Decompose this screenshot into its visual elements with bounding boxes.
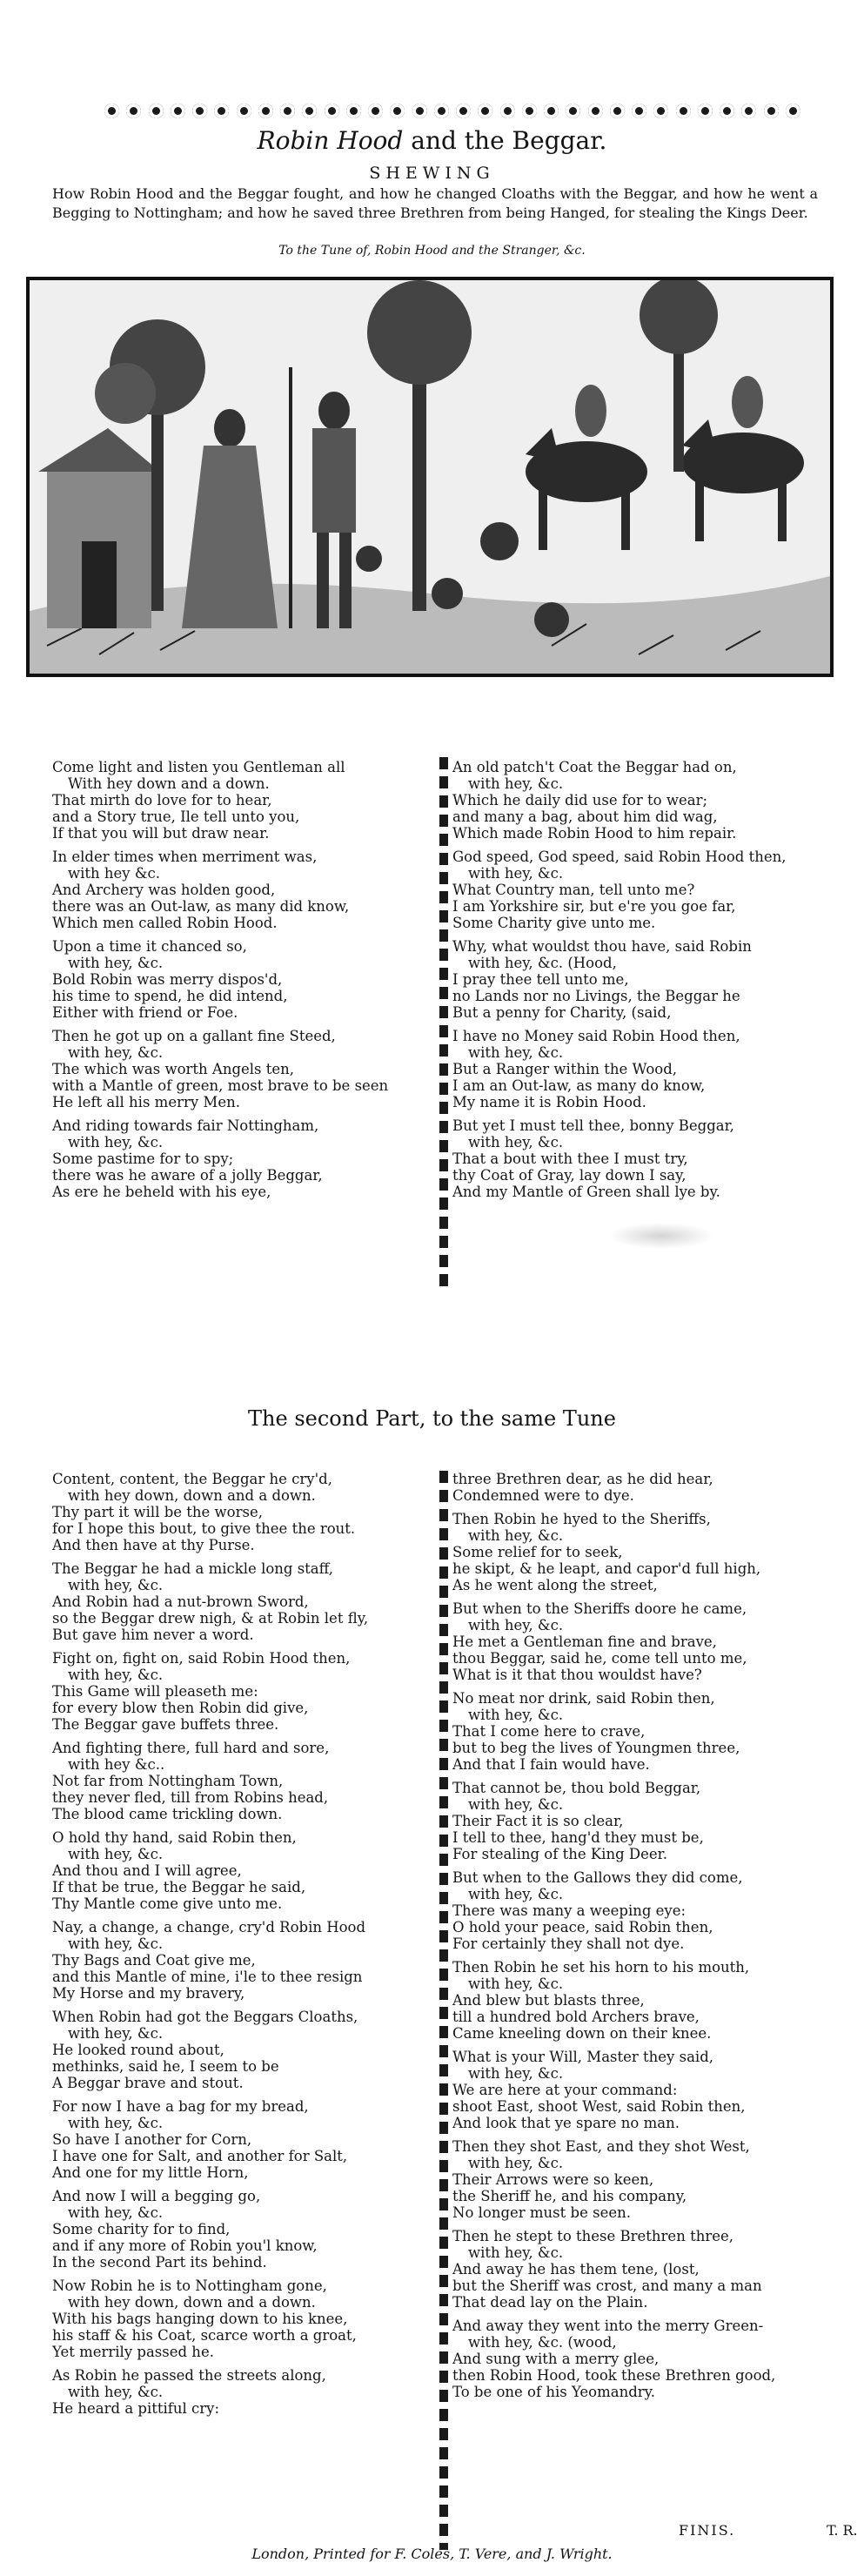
- verse-line: And Archery was holden good,: [52, 882, 276, 898]
- ballad-title: [0, 126, 864, 155]
- verse-line: with hey &c..: [68, 1756, 165, 1773]
- verse-line: but the Sheriff was crost, and many a man: [452, 2277, 762, 2294]
- column-divider-part1: [439, 757, 448, 1288]
- verse-line: With his bags hanging down to his knee,: [52, 2311, 348, 2327]
- verse-line: with hey, &c.: [68, 2115, 164, 2131]
- woodcut-svg: [30, 280, 830, 674]
- stanza-gap: [452, 2311, 835, 2318]
- verse-line: I am Yorkshire sir, but e're you goe far,: [452, 898, 736, 915]
- stanza-gap: [452, 931, 835, 938]
- verse-line: Which he daily did use for to wear;: [452, 792, 708, 808]
- column-divider-part2: [439, 1471, 448, 2550]
- verse-line: Condemned were to dye.: [452, 1487, 634, 1504]
- verse-line: thou Beggar, said he, come tell unto me,: [452, 1650, 747, 1667]
- verse-line: shoot East, shoot West, said Robin then,: [452, 2098, 746, 2115]
- verse-line: And thou and I will agree,: [52, 1862, 242, 1879]
- verse-line: And away they went into the merry Green-: [452, 2318, 764, 2334]
- verse-line: Some Charity give unto me.: [452, 915, 656, 931]
- verse-line: If that be true, the Beggar he said,: [52, 1879, 306, 1895]
- verse-line: he skipt, & he leapt, and capor'd full high,: [452, 1560, 761, 1577]
- verse-line: So have I another for Corn,: [52, 2131, 252, 2148]
- verse-line: with hey, &c. (wood,: [468, 2334, 617, 2351]
- verse-line: There was many a weeping eye:: [452, 1902, 687, 1919]
- verse-line: with hey, &c.: [468, 865, 564, 882]
- verse-line: they never fled, till from Robins head,: [52, 1789, 329, 1806]
- verse-line: no Lands nor no Livings, the Beggar he: [452, 988, 740, 1004]
- verse-line: And one for my little Horn,: [52, 2164, 249, 2181]
- verse-line: For stealing of the King Deer.: [452, 1846, 667, 1862]
- verse-line: As Robin he passed the streets along,: [52, 2367, 326, 2384]
- stanza-gap: [452, 1504, 835, 1511]
- verse-line: and a Story true, Ile tell unto you,: [52, 808, 300, 825]
- verse-line: And look that ye spare no man.: [452, 2115, 680, 2131]
- verse-line: In the second Part its behind.: [52, 2254, 267, 2271]
- verse-line: What Country man, tell unto me?: [452, 882, 695, 898]
- verse-line: Nay, a change, a change, cry'd Robin Hood: [52, 1919, 366, 1935]
- stanza-gap: [52, 2271, 435, 2277]
- verse-line: with hey, &c.: [68, 1044, 164, 1061]
- stanza-gap: [52, 2181, 435, 2188]
- verse-line: with hey, &c.: [68, 1846, 164, 1862]
- part2-left-column: [52, 1471, 435, 2417]
- verse-line: I am an Out-law, as many do know,: [452, 1077, 706, 1094]
- verse-line: If that you will but draw near.: [52, 825, 270, 842]
- stanza-gap: [452, 1021, 835, 1028]
- verse-line: till a hundred bold Archers brave,: [452, 2009, 700, 2025]
- verse-line: with hey, &c.: [468, 1796, 564, 1813]
- stanza-gap: [52, 2360, 435, 2367]
- stanza-gap: [452, 1593, 835, 1600]
- part2-right-column: [452, 1471, 835, 2400]
- verse-line: with hey, &c.: [468, 2155, 564, 2171]
- verse-line: Come light and listen you Gentleman all: [52, 759, 345, 775]
- verse-line: I pray thee tell unto me,: [452, 971, 629, 988]
- verse-line: And my Mantle of Green shall lye by.: [452, 1184, 720, 1200]
- stanza-gap: [52, 931, 435, 938]
- finis-label: FINIS.: [679, 2522, 736, 2539]
- verse-line: Which men called Robin Hood.: [52, 915, 278, 931]
- verse-line: As ere he beheld with his eye,: [52, 1184, 271, 1200]
- verse-line: with hey, &c.: [68, 2204, 164, 2221]
- verse-line: What is your Will, Master they said,: [452, 2049, 713, 2065]
- stanza-gap: [52, 1912, 435, 1919]
- verse-line: I tell to thee, hang'd they must be,: [452, 1829, 704, 1846]
- verse-line: The which was worth Angels ten,: [52, 1061, 295, 1077]
- verse-line: with hey, &c.: [468, 1886, 564, 1902]
- verse-line: No meat nor drink, said Robin then,: [452, 1690, 715, 1707]
- shewing-heading: SHEWING: [369, 164, 495, 183]
- verse-line: with hey down, down and a down.: [68, 1487, 316, 1504]
- verse-line: That dead lay on the Plain.: [452, 2294, 648, 2311]
- verse-line: with hey, &c.: [68, 955, 164, 971]
- verse-line: with hey, &c.: [468, 1707, 564, 1723]
- verse-line: with hey, &c.: [68, 1935, 164, 1952]
- verse-line: with hey, &c.: [68, 2025, 164, 2042]
- verse-line: But when to the Gallows they did come,: [452, 1869, 743, 1886]
- verse-line: And blew but blasts three,: [452, 1992, 645, 2009]
- verse-line: Came kneeling down on their knee.: [452, 2025, 712, 2042]
- printer-initials: T. R.: [827, 2522, 858, 2539]
- verse-line: with hey, &c.: [68, 1134, 164, 1150]
- verse-line: Bold Robin was merry dispos'd,: [52, 971, 283, 988]
- verse-line: But gave him never a word.: [52, 1627, 254, 1643]
- verse-line: Why, what wouldst thou have, said Robin: [452, 938, 752, 955]
- verse-line: He looked round about,: [52, 2042, 224, 2058]
- verse-line: so the Beggar drew nigh, & at Robin let fly,: [52, 1610, 369, 1627]
- verse-line: To be one of his Yeomandry.: [452, 2384, 656, 2400]
- verse-line: and many a bag, about him did wag,: [452, 808, 718, 825]
- verse-line: And that I fain would have.: [452, 1756, 650, 1773]
- verse-line: with hey down, down and a down.: [68, 2294, 316, 2311]
- stanza-gap: [52, 2091, 435, 2098]
- verse-line: Some charity for to find,: [52, 2221, 231, 2237]
- verse-line: This Game will pleaseth me:: [52, 1683, 258, 1700]
- verse-line: When Robin had got the Beggars Cloaths,: [52, 2009, 358, 2025]
- ballad-subtitle: How Robin Hood and the Beggar fought, and how he changed Cloaths with the Beggar, and how he went a Begging to Nottingham; and how he saved three Brethren from being Hanged, for stealing the Kings Deer.: [52, 185, 818, 221]
- verse-line: there was an Out-law, as many did know,: [52, 898, 350, 915]
- verse-line: And now I will a begging go,: [52, 2188, 261, 2204]
- verse-line: with hey, &c.: [68, 1577, 164, 1593]
- stanza-gap: [452, 1952, 835, 1959]
- verse-line: Some relief for to seek,: [452, 1544, 623, 1560]
- verse-line: And sung with a merry glee,: [452, 2351, 660, 2367]
- verse-line: with hey, &c.: [468, 2065, 564, 2082]
- part1-right-column: [452, 759, 835, 1200]
- title-rest: and the Beggar.: [403, 126, 607, 155]
- stanza-gap: [52, 1643, 435, 1650]
- paper-stain: [609, 1223, 713, 1249]
- verse-line: But a Ranger within the Wood,: [452, 1061, 678, 1077]
- verse-line: Content, content, the Beggar he cry'd,: [52, 1471, 332, 1487]
- verse-line: An old patch't Coat the Beggar had on,: [452, 759, 737, 775]
- verse-line: Their Fact it is so clear,: [452, 1813, 624, 1829]
- verse-line: O hold thy hand, said Robin then,: [52, 1829, 297, 1846]
- verse-line: And then have at thy Purse.: [52, 1537, 255, 1553]
- verse-line: the Sheriff he, and his company,: [452, 2188, 687, 2204]
- verse-line: three Brethren dear, as he did hear,: [452, 1471, 713, 1487]
- verse-line: thy Coat of Gray, lay down I say,: [452, 1167, 687, 1184]
- verse-line: The blood came trickling down.: [52, 1806, 283, 1822]
- second-part-title: The second Part, to the same Tune: [248, 1406, 616, 1431]
- stanza-gap: [452, 2131, 835, 2138]
- verse-line: For now I have a bag for my bread,: [52, 2098, 309, 2115]
- verse-line: with hey &c.: [68, 865, 161, 882]
- verse-line: and this Mantle of mine, i'le to thee resign: [52, 1969, 363, 1985]
- verse-line: with hey, &c.: [468, 1134, 564, 1150]
- part1-left-column: [52, 759, 435, 1200]
- stanza-gap: [52, 1021, 435, 1028]
- verse-line: Their Arrows were so keen,: [452, 2171, 654, 2188]
- stanza-gap: [452, 1773, 835, 1780]
- ornament-border: [104, 97, 800, 124]
- verse-line: I have one for Salt, and another for Salt,: [52, 2148, 348, 2164]
- verse-line: with hey, &c.: [468, 1044, 564, 1061]
- verse-line: He heard a pittiful cry:: [52, 2400, 220, 2417]
- verse-line: And riding towards fair Nottingham,: [52, 1117, 319, 1134]
- verse-line: then Robin Hood, took these Brethren good,: [452, 2367, 776, 2384]
- verse-line: My name it is Robin Hood.: [452, 1094, 646, 1110]
- stanza-gap: [452, 2042, 835, 2049]
- verse-line: My Horse and my bravery,: [52, 1985, 245, 2002]
- tune-line: To the Tune of, Robin Hood and the Stranger, &c.: [278, 244, 586, 258]
- verse-line: God speed, God speed, said Robin Hood then,: [452, 849, 787, 865]
- verse-line: No longer must be seen.: [452, 2204, 631, 2221]
- verse-line: That cannot be, thou bold Beggar,: [452, 1780, 701, 1796]
- verse-line: Then he stept to these Brethren three,: [452, 2228, 733, 2244]
- verse-line: Fight on, fight on, said Robin Hood then,: [52, 1650, 351, 1667]
- verse-line: What is it that thou wouldst have?: [452, 1667, 702, 1683]
- verse-line: for every blow then Robin did give,: [52, 1700, 309, 1716]
- verse-line: with hey, &c.: [468, 1617, 564, 1633]
- verse-line: Either with friend or Foe.: [52, 1004, 238, 1021]
- verse-line: But when to the Sheriffs doore he came,: [452, 1600, 747, 1617]
- verse-line: Then they shot East, and they shot West,: [452, 2138, 750, 2155]
- verse-line: But yet I must tell thee, bonny Beggar,: [452, 1117, 734, 1134]
- stanza-gap: [452, 1110, 835, 1117]
- verse-line: with hey, &c. (Hood,: [468, 955, 617, 971]
- stanza-gap: [52, 1553, 435, 1560]
- verse-line: with hey, &c.: [468, 2244, 564, 2261]
- stanza-gap: [452, 842, 835, 849]
- woodcut-illustration: [26, 277, 834, 677]
- verse-line: Some pastime for to spy;: [52, 1150, 234, 1167]
- stanza-gap: [452, 1862, 835, 1869]
- verse-line: The Beggar he had a mickle long staff,: [52, 1560, 334, 1577]
- verse-line: Then Robin he set his horn to his mouth,: [452, 1959, 750, 1976]
- verse-line: with a Mantle of green, most brave to be seen: [52, 1077, 389, 1094]
- verse-line: methinks, said he, I seem to be: [52, 2058, 279, 2075]
- verse-line: Yet merrily passed he.: [52, 2344, 214, 2360]
- verse-line: That I come here to crave,: [452, 1723, 646, 1740]
- verse-line: Thy part it will be the worse,: [52, 1504, 263, 1520]
- verse-line: Then Robin he hyed to the Sheriffs,: [452, 1511, 711, 1527]
- verse-line: As he went along the street,: [452, 1577, 658, 1593]
- stanza-gap: [52, 842, 435, 849]
- stanza-gap: [52, 2002, 435, 2009]
- verse-line: That mirth do love for to hear,: [52, 792, 272, 808]
- verse-line: That a bout with thee I must try,: [452, 1150, 688, 1167]
- verse-line: Which made Robin Hood to him repair.: [452, 825, 737, 842]
- verse-line: there was he aware of a jolly Beggar,: [52, 1167, 323, 1184]
- verse-line: And away he has them tene, (lost,: [452, 2261, 700, 2277]
- stanza-gap: [52, 1110, 435, 1117]
- verse-line: Now Robin he is to Nottingham gone,: [52, 2277, 327, 2294]
- title-robin-hood: Robin Hood: [257, 126, 404, 155]
- stanza-gap: [52, 1733, 435, 1740]
- verse-line: Upon a time it chanced so,: [52, 938, 247, 955]
- verse-line: Not far from Nottingham Town,: [52, 1773, 284, 1789]
- verse-line: but to beg the lives of Youngmen three,: [452, 1740, 740, 1756]
- verse-line: with hey, &c.: [68, 1667, 164, 1683]
- verse-line: his time to spend, he did intend,: [52, 988, 288, 1004]
- verse-line: his staff & his Coat, scarce worth a groat,: [52, 2327, 357, 2344]
- verse-line: with hey, &c.: [468, 775, 564, 792]
- verse-line: Thy Mantle come give unto me.: [52, 1895, 283, 1912]
- verse-line: The Beggar gave buffets three.: [52, 1716, 279, 1733]
- stanza-gap: [52, 1822, 435, 1829]
- verse-line: And fighting there, full hard and sore,: [52, 1740, 330, 1756]
- verse-line: With hey down and a down.: [68, 775, 270, 792]
- verse-line: And Robin had a nut-brown Sword,: [52, 1593, 309, 1610]
- verse-line: In elder times when merriment was,: [52, 849, 318, 865]
- verse-line: But a penny for Charity, (said,: [452, 1004, 672, 1021]
- verse-line: for I hope this bout, to give thee the rout.: [52, 1520, 356, 1537]
- verse-line: O hold your peace, said Robin then,: [452, 1919, 713, 1935]
- imprint-line: London, Printed for F. Coles, T. Vere, and J. Wright.: [251, 2546, 613, 2562]
- stanza-gap: [452, 2221, 835, 2228]
- verse-line: Then he got up on a gallant fine Steed,: [52, 1028, 336, 1044]
- verse-line: with hey, &c.: [468, 1527, 564, 1544]
- verse-line: and if any more of Robin you'l know,: [52, 2237, 318, 2254]
- stanza-gap: [452, 1683, 835, 1690]
- verse-line: For certainly they shall not dye.: [452, 1935, 685, 1952]
- verse-line: I have no Money said Robin Hood then,: [452, 1028, 740, 1044]
- verse-line: He left all his merry Men.: [52, 1094, 240, 1110]
- verse-line: We are here at your command:: [452, 2082, 678, 2098]
- verse-line: A Beggar brave and stout.: [52, 2075, 244, 2091]
- verse-line: He met a Gentleman fine and brave,: [452, 1633, 717, 1650]
- verse-line: with hey, &c.: [68, 2384, 164, 2400]
- verse-line: with hey, &c.: [468, 1976, 564, 1992]
- verse-line: Thy Bags and Coat give me,: [52, 1952, 256, 1969]
